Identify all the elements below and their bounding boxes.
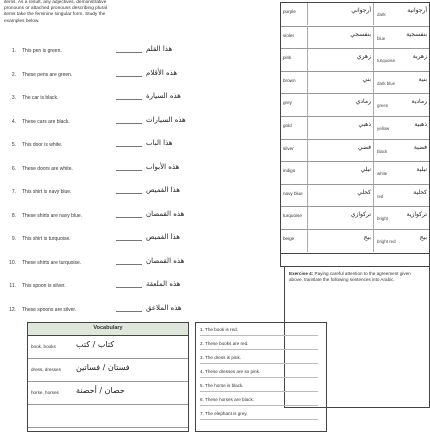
color-feminine bbox=[373, 185, 430, 207]
answer-blank bbox=[116, 76, 142, 77]
color-arabic: كحلي bbox=[357, 188, 371, 196]
color-arabic-fem: كحلية bbox=[413, 188, 427, 196]
example-arabic-text: هذا القلم bbox=[146, 45, 173, 53]
color-masculine bbox=[307, 49, 374, 71]
color-english-2: blue bbox=[377, 35, 386, 41]
example-english: This spoon is silver. bbox=[22, 283, 66, 289]
answer-blank bbox=[116, 52, 142, 53]
example-arabic-text: هذا القميص bbox=[146, 233, 180, 241]
example-arabic-text: هذه الأبواب bbox=[146, 162, 180, 171]
answer-line bbox=[200, 377, 318, 378]
example-english: These shirts are navy blue. bbox=[22, 212, 83, 219]
example-arabic bbox=[116, 280, 246, 288]
example-row bbox=[6, 44, 306, 64]
example-row bbox=[6, 68, 306, 88]
color-english-2: red bbox=[377, 193, 384, 199]
example-english: These shirts are turquoise. bbox=[22, 259, 82, 266]
color-english: grey bbox=[283, 100, 292, 106]
vocabulary-english: book, books bbox=[31, 344, 56, 349]
color-box-footer bbox=[280, 252, 430, 267]
sentence-item: 6. These horses are black. bbox=[200, 397, 255, 402]
example-number: 8. bbox=[11, 212, 16, 219]
color-row bbox=[281, 3, 429, 25]
color-english-2: turquoise bbox=[377, 58, 396, 64]
vocabulary-row bbox=[28, 336, 188, 359]
example-number: 7. bbox=[11, 189, 16, 195]
example-arabic bbox=[116, 45, 246, 53]
color-arabic: بني bbox=[362, 75, 371, 83]
color-feminine bbox=[373, 72, 430, 94]
example-number: 5. bbox=[11, 142, 16, 148]
color-row bbox=[281, 206, 429, 229]
example-english: These pens are green. bbox=[22, 71, 73, 78]
answer-blank bbox=[116, 217, 142, 218]
color-row bbox=[281, 48, 429, 71]
example-english: This shirt is navy blue. bbox=[22, 189, 72, 195]
color-english: silver bbox=[283, 145, 294, 151]
color-row bbox=[281, 229, 429, 252]
color-feminine bbox=[373, 3, 430, 25]
color-feminine bbox=[373, 27, 430, 49]
example-arabic-text: هذه القمصان bbox=[146, 209, 185, 218]
intro-line: items. As a result, any adjectives, demonstrative bbox=[4, 0, 107, 5]
sentence-item: 3. The dress is pink. bbox=[200, 355, 242, 360]
color-arabic: رمادي bbox=[355, 98, 371, 106]
example-number: 9. bbox=[11, 236, 16, 242]
example-arabic-text: هذا الباب bbox=[146, 139, 173, 147]
example-arabic-text: هذه السيارة bbox=[146, 92, 181, 100]
answer-blank bbox=[116, 240, 142, 241]
color-row bbox=[281, 139, 429, 162]
color-english: beige bbox=[283, 236, 295, 241]
color-masculine bbox=[307, 72, 374, 94]
color-english-2: black bbox=[377, 148, 388, 154]
example-number: 1. bbox=[11, 48, 16, 54]
example-english: These spoons are silver. bbox=[22, 306, 77, 313]
example-row bbox=[6, 162, 306, 182]
example-english: This pen is green. bbox=[22, 48, 62, 54]
example-number: 4. bbox=[11, 118, 16, 125]
color-english-2: yellow bbox=[377, 126, 390, 131]
example-arabic bbox=[116, 69, 246, 77]
color-arabic: بيج bbox=[363, 234, 371, 241]
answer-line bbox=[200, 363, 318, 364]
color-arabic-fem: ذهبية bbox=[414, 121, 427, 128]
answer-line bbox=[200, 391, 318, 392]
answer-blank bbox=[116, 287, 142, 288]
example-arabic bbox=[116, 257, 246, 265]
example-arabic bbox=[116, 304, 246, 312]
color-masculine bbox=[307, 27, 374, 49]
example-arabic bbox=[116, 210, 246, 218]
color-arabic: ذهبي bbox=[358, 121, 371, 128]
answer-blank bbox=[116, 170, 142, 171]
color-masculine bbox=[307, 3, 374, 25]
example-arabic bbox=[116, 186, 246, 194]
color-masculine bbox=[307, 162, 374, 184]
color-arabic-fem: أرجوانية bbox=[407, 7, 427, 14]
example-number: 2. bbox=[11, 71, 16, 78]
intro-line: items take the feminine singular form. Study the bbox=[4, 12, 106, 18]
color-masculine bbox=[307, 117, 374, 139]
color-english: violet bbox=[283, 32, 294, 38]
color-masculine bbox=[307, 140, 374, 162]
answer-blank bbox=[116, 146, 142, 147]
vocabulary-row bbox=[28, 382, 188, 405]
color-feminine bbox=[373, 94, 430, 116]
color-english: navy blue bbox=[283, 190, 303, 196]
example-arabic-text: هذه الملعقة bbox=[146, 280, 181, 288]
example-row bbox=[6, 91, 306, 111]
example-row bbox=[6, 185, 306, 205]
color-english: indigo bbox=[283, 168, 296, 174]
color-masculine bbox=[307, 207, 374, 229]
example-row bbox=[6, 256, 306, 276]
color-arabic-fem: نيلية bbox=[416, 166, 427, 174]
color-row bbox=[281, 116, 429, 139]
color-feminine bbox=[373, 49, 430, 71]
color-row bbox=[281, 26, 429, 49]
vocabulary-english: horse, horses bbox=[31, 390, 59, 395]
answer-blank bbox=[116, 123, 142, 124]
vocabulary-arabic: حصان / أحصنة bbox=[76, 386, 125, 395]
example-row bbox=[6, 279, 306, 299]
color-arabic: فضي bbox=[357, 143, 371, 151]
intro-paragraph bbox=[4, 0, 154, 25]
color-feminine bbox=[373, 230, 430, 252]
vocabulary-arabic: كتاب / كتب bbox=[76, 340, 115, 349]
example-arabic bbox=[116, 163, 246, 171]
answer-blank bbox=[116, 99, 142, 100]
color-row bbox=[281, 71, 429, 94]
example-row bbox=[6, 303, 306, 323]
vocabulary-box bbox=[27, 322, 189, 432]
color-arabic-fem: زهرية bbox=[412, 53, 427, 61]
example-number: 3. bbox=[11, 95, 16, 101]
answer-blank bbox=[116, 311, 142, 312]
example-number: 10. bbox=[9, 259, 16, 266]
example-row bbox=[6, 138, 306, 158]
example-arabic bbox=[116, 116, 246, 124]
sentence-item: 1. The book is red. bbox=[200, 327, 238, 332]
example-arabic bbox=[116, 139, 246, 147]
color-row bbox=[281, 161, 429, 184]
sentence-item: 4. These dresses are so pink. bbox=[200, 369, 261, 374]
example-arabic-text: هذا القميص bbox=[146, 186, 180, 194]
color-row bbox=[281, 93, 429, 116]
color-arabic: نيلي bbox=[360, 166, 371, 174]
color-feminine bbox=[373, 207, 430, 229]
example-arabic bbox=[116, 233, 246, 241]
color-arabic-fem: فضية bbox=[413, 143, 427, 151]
intro-line: pronouns or attached pronouns describing plural bbox=[4, 6, 107, 12]
color-english: purple bbox=[283, 9, 296, 14]
color-english-2: white bbox=[377, 171, 388, 177]
color-feminine bbox=[373, 140, 430, 162]
color-english-2: dark bbox=[377, 12, 386, 17]
color-english-2: bright bbox=[377, 216, 388, 222]
vocabulary-row bbox=[28, 405, 188, 428]
color-english-2: bright red bbox=[377, 239, 396, 244]
sentences-list bbox=[195, 322, 327, 432]
answer-line bbox=[200, 405, 318, 406]
color-arabic-fem: بيج bbox=[419, 234, 427, 241]
example-english: This door is white. bbox=[22, 142, 63, 148]
color-english-2: green bbox=[377, 103, 389, 109]
color-arabic: بنفسجي bbox=[350, 30, 371, 38]
vocabulary-arabic: فستان / فساتين bbox=[76, 363, 130, 372]
answer-line bbox=[200, 349, 318, 350]
color-feminine bbox=[373, 117, 430, 139]
example-number: 6. bbox=[11, 165, 16, 172]
example-arabic-text: هذه الأقلام bbox=[146, 68, 178, 77]
vocabulary-english: dress, dresses bbox=[31, 367, 61, 372]
exercise4-instructions: Paying careful attention to the agreement given above, translate the following sentences into Arabic. bbox=[289, 271, 411, 282]
sentence-item: 2. These books are red. bbox=[200, 341, 249, 346]
answer-line bbox=[200, 335, 318, 336]
example-english: These cars are black. bbox=[22, 118, 70, 125]
sentence-item: 7. The elephant is grey. bbox=[200, 411, 248, 416]
example-row bbox=[6, 115, 306, 135]
example-english: This shirt is turquoise. bbox=[22, 236, 71, 242]
color-english: brown bbox=[283, 77, 296, 83]
intro-line: examples below. bbox=[4, 18, 40, 24]
example-number: 12. bbox=[9, 306, 16, 313]
color-arabic-fem: تركوازية bbox=[406, 211, 427, 219]
color-arabic-fem: بنفسجية bbox=[406, 30, 427, 38]
sentence-item: 5. The horse is black. bbox=[200, 383, 244, 388]
color-english: turquoise bbox=[283, 213, 302, 219]
color-masculine bbox=[307, 230, 374, 252]
example-arabic-text: هذه الملاعق bbox=[146, 303, 182, 312]
exercise4-text bbox=[289, 271, 425, 282]
color-feminine bbox=[373, 162, 430, 184]
example-arabic bbox=[116, 92, 246, 100]
color-arabic: زهري bbox=[356, 53, 371, 61]
color-arabic-fem: رمادية bbox=[411, 98, 427, 106]
vocabulary-heading bbox=[28, 323, 188, 336]
color-masculine bbox=[307, 185, 374, 207]
example-number: 11. bbox=[9, 283, 16, 289]
example-row bbox=[6, 232, 306, 252]
example-english: These doors are white. bbox=[22, 165, 73, 172]
vocabulary-heading-text: Vocabulary bbox=[93, 325, 123, 331]
color-english: pink bbox=[283, 55, 292, 61]
color-english: gold bbox=[283, 123, 292, 128]
color-english-2: dark blue bbox=[377, 80, 396, 86]
answer-blank bbox=[116, 193, 142, 194]
color-masculine bbox=[307, 94, 374, 116]
color-row bbox=[281, 184, 429, 207]
color-vocabulary-box bbox=[280, 2, 430, 254]
example-arabic-text: هذه القمصان bbox=[146, 256, 185, 265]
color-arabic: أرجواني bbox=[351, 7, 371, 14]
answer-line bbox=[200, 419, 318, 420]
color-arabic-fem: بنية bbox=[418, 75, 427, 83]
color-arabic: تركوازي bbox=[350, 211, 371, 219]
example-english: The car is black. bbox=[22, 95, 59, 101]
vocabulary-row bbox=[28, 359, 188, 382]
exercise4-title: Exercise 4: bbox=[289, 271, 314, 276]
answer-blank bbox=[116, 264, 142, 265]
example-row bbox=[6, 209, 306, 229]
example-arabic-text: هذه السيارات bbox=[146, 115, 186, 124]
